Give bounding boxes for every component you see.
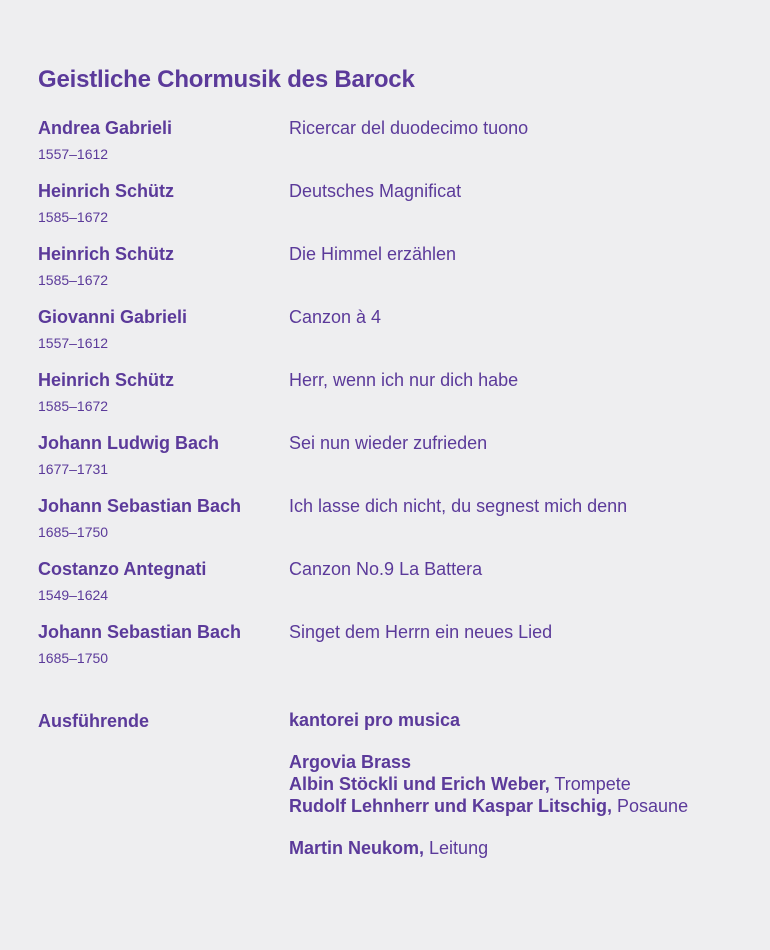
composer — [38, 431, 288, 478]
trumpet-role: Trompete — [549, 774, 631, 794]
program-list — [38, 116, 758, 683]
program-item — [38, 431, 758, 494]
composer — [38, 368, 288, 415]
program-item — [38, 494, 758, 557]
page-title: Geistliche Chormusik des Barock — [38, 66, 415, 93]
composer-dates: 1585–1672 — [38, 398, 109, 414]
work-title: Sei nun wieder zufrieden — [289, 433, 488, 453]
trombone-line — [289, 795, 759, 817]
program-item — [38, 116, 758, 179]
work-title: Canzon No.9 La Battera — [289, 559, 483, 579]
composer-dates: 1685–1750 — [38, 524, 109, 540]
trombone-names: Rudolf Lehnherr und Kaspar Litschig, — [289, 796, 613, 816]
program-item — [38, 179, 758, 242]
composer-name: Andrea Gabrieli — [38, 118, 173, 138]
conductor-line — [289, 837, 759, 859]
trumpet-line — [289, 773, 759, 795]
work-title: Canzon à 4 — [289, 307, 382, 327]
composer — [38, 305, 288, 352]
composer-dates: 1557–1612 — [38, 335, 109, 351]
trombone-role: Posaune — [612, 796, 689, 816]
conductor-name: Martin Neukom, — [289, 838, 425, 858]
work-title: Singet dem Herrn ein neues Lied — [289, 622, 553, 642]
composer-dates: 1549–1624 — [38, 587, 109, 603]
composer-dates: 1585–1672 — [38, 272, 109, 288]
program-item — [38, 305, 758, 368]
work-title: Ricercar del duodecimo tuono — [289, 118, 529, 138]
composer — [38, 179, 288, 226]
composer — [38, 620, 288, 667]
composer-name: Giovanni Gabrieli — [38, 307, 188, 327]
program-item — [38, 368, 758, 431]
work-title: Ich lasse dich nicht, du segnest mich denn — [289, 496, 628, 516]
program-item — [38, 242, 758, 305]
composer — [38, 494, 288, 541]
ensemble-name: Argovia Brass — [289, 752, 412, 772]
composer — [38, 242, 288, 289]
performers-label: Ausführende — [38, 711, 150, 731]
composer — [38, 116, 288, 163]
spacer — [289, 817, 759, 837]
composer-name: Heinrich Schütz — [38, 244, 175, 264]
composer — [38, 557, 288, 604]
composer-name: Johann Ludwig Bach — [38, 433, 220, 453]
composer-dates: 1557–1612 — [38, 146, 109, 162]
composer-dates: 1585–1672 — [38, 209, 109, 225]
composer-dates: 1677–1731 — [38, 461, 109, 477]
composer-name: Johann Sebastian Bach — [38, 496, 242, 516]
choir-name: kantorei pro musica — [289, 710, 461, 730]
work-title: Die Himmel erzählen — [289, 244, 457, 264]
program-item — [38, 557, 758, 620]
composer-dates: 1685–1750 — [38, 650, 109, 666]
program-item — [38, 620, 758, 683]
trumpet-names: Albin Stöckli und Erich Weber, — [289, 774, 550, 794]
composer-name: Costanzo Antegnati — [38, 559, 207, 579]
composer-name: Heinrich Schütz — [38, 181, 175, 201]
work-title: Deutsches Magnificat — [289, 181, 462, 201]
composer-name: Johann Sebastian Bach — [38, 622, 242, 642]
composer-name: Heinrich Schütz — [38, 370, 175, 390]
work-title: Herr, wenn ich nur dich habe — [289, 370, 519, 390]
performers-list — [289, 709, 759, 859]
spacer — [289, 731, 759, 751]
conductor-role: Leitung — [424, 838, 489, 858]
